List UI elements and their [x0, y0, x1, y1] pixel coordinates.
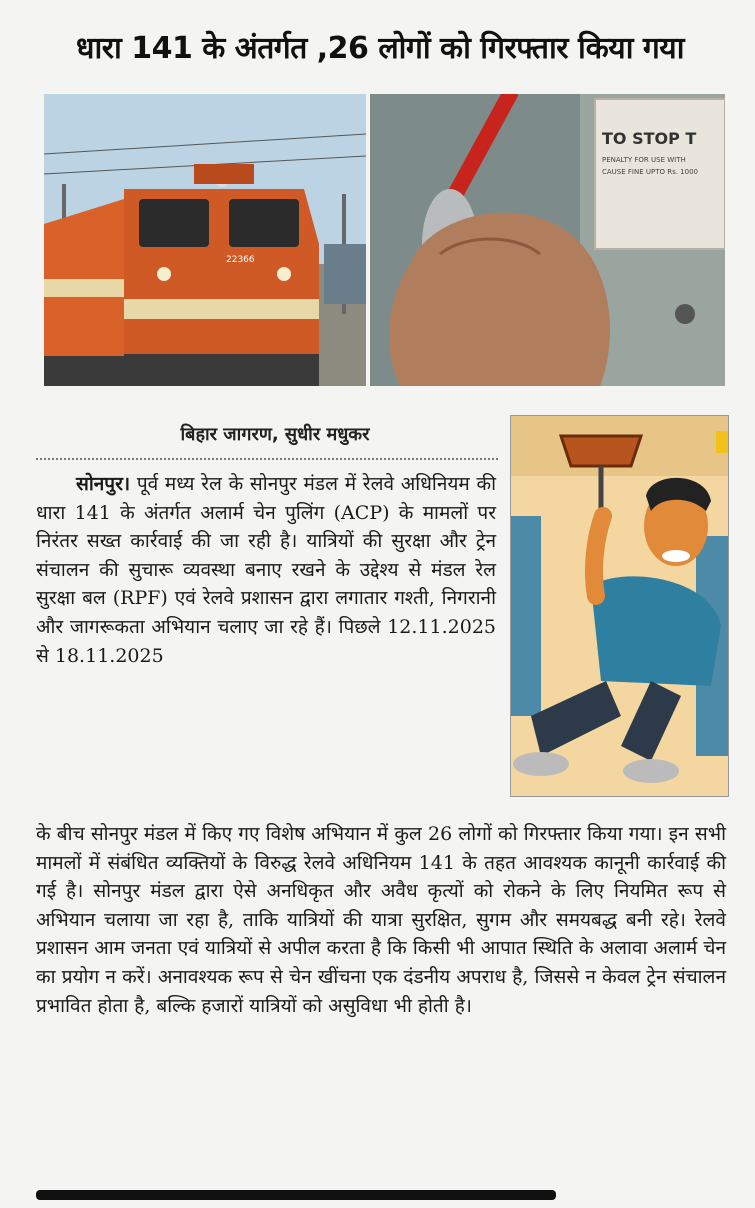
alarm-chain-photo [370, 94, 725, 386]
previous-article-fragment [40, 0, 740, 8]
article-text-part1: पूर्व मध्य रेल के सोनपुर मंडल में रेलवे अधिनियम की धारा 141 के अंतर्गत अलार्म चेन पुलिंग (ACP) के मामलों पर निरंतर सख्त कार्रवाई की जा रही है। यात्रियों की सुरक्षा और ट्रेन संचालन की सुचारू व्यवस्था बनाए रखने के उद्देश्य से मंडल रेल सुरक्षा बल (RPF) एवं रेलवे प्रशासन द्वारा लगातार गश्ती, निगरानी और जागरूकता अभियान चलाए जा रहे हैं। पिछले 12.11.2025 से 18.11.2025 [36, 473, 496, 667]
article-lead-dateline: सोनपुर। [76, 473, 131, 495]
chain-pulling-cartoon [510, 415, 729, 797]
article-body-narrow-column [36, 470, 496, 670]
sign-text: TO STOP T [602, 129, 697, 148]
headline: धारा 141 के अंतर्गत ,26 लोगों को गिरफ्तार किया गया [76, 31, 684, 66]
sign-subtext-2: CAUSE FINE UPTO Rs. 1000 [602, 168, 698, 176]
article-body-wide-column: के बीच सोनपुर मंडल में किए गए विशेष अभियान में कुल 26 लोगों को गिरफ्तार किया गया। इन सभी मामलों में संबंधित व्यक्तियों के विरुद्ध रेलवे अधिनियम 141 के तहत आवश्यक कानूनी कार्रवाई की गई है। सोनपुर मंडल द्वारा ऐसे अनधिकृत और अवैध कृत्यों को रोकने के लिए नियमित रूप से अभियान चलाया जा रहा है, ताकि यात्रियों की यात्रा सुरक्षित, सुगम और समयबद्ध बनी रहे। रेलवे प्रशासन आम जनता एवं यात्रियों से अपील करता है कि किसी भी आपात स्थिति के अलावा अलार्म चेन का प्रयोग न करें। अनावश्यक रूप से चेन खींचना एक दंडनीय अपराध है, जिससे न केवल ट्रेन संचालन प्रभावित होता है, बल्कि हजारों यात्रियों को असुविधा भी होती है। [36, 823, 726, 1017]
byline: बिहार जागरण, सुधीर मधुकर [180, 424, 370, 445]
dotted-divider [36, 458, 498, 460]
loco-number: 22366 [226, 255, 255, 265]
sign-subtext-1: PENALTY FOR USE WITH [602, 156, 686, 164]
locomotive-photo [44, 94, 366, 386]
next-article-fragment [36, 1178, 726, 1208]
